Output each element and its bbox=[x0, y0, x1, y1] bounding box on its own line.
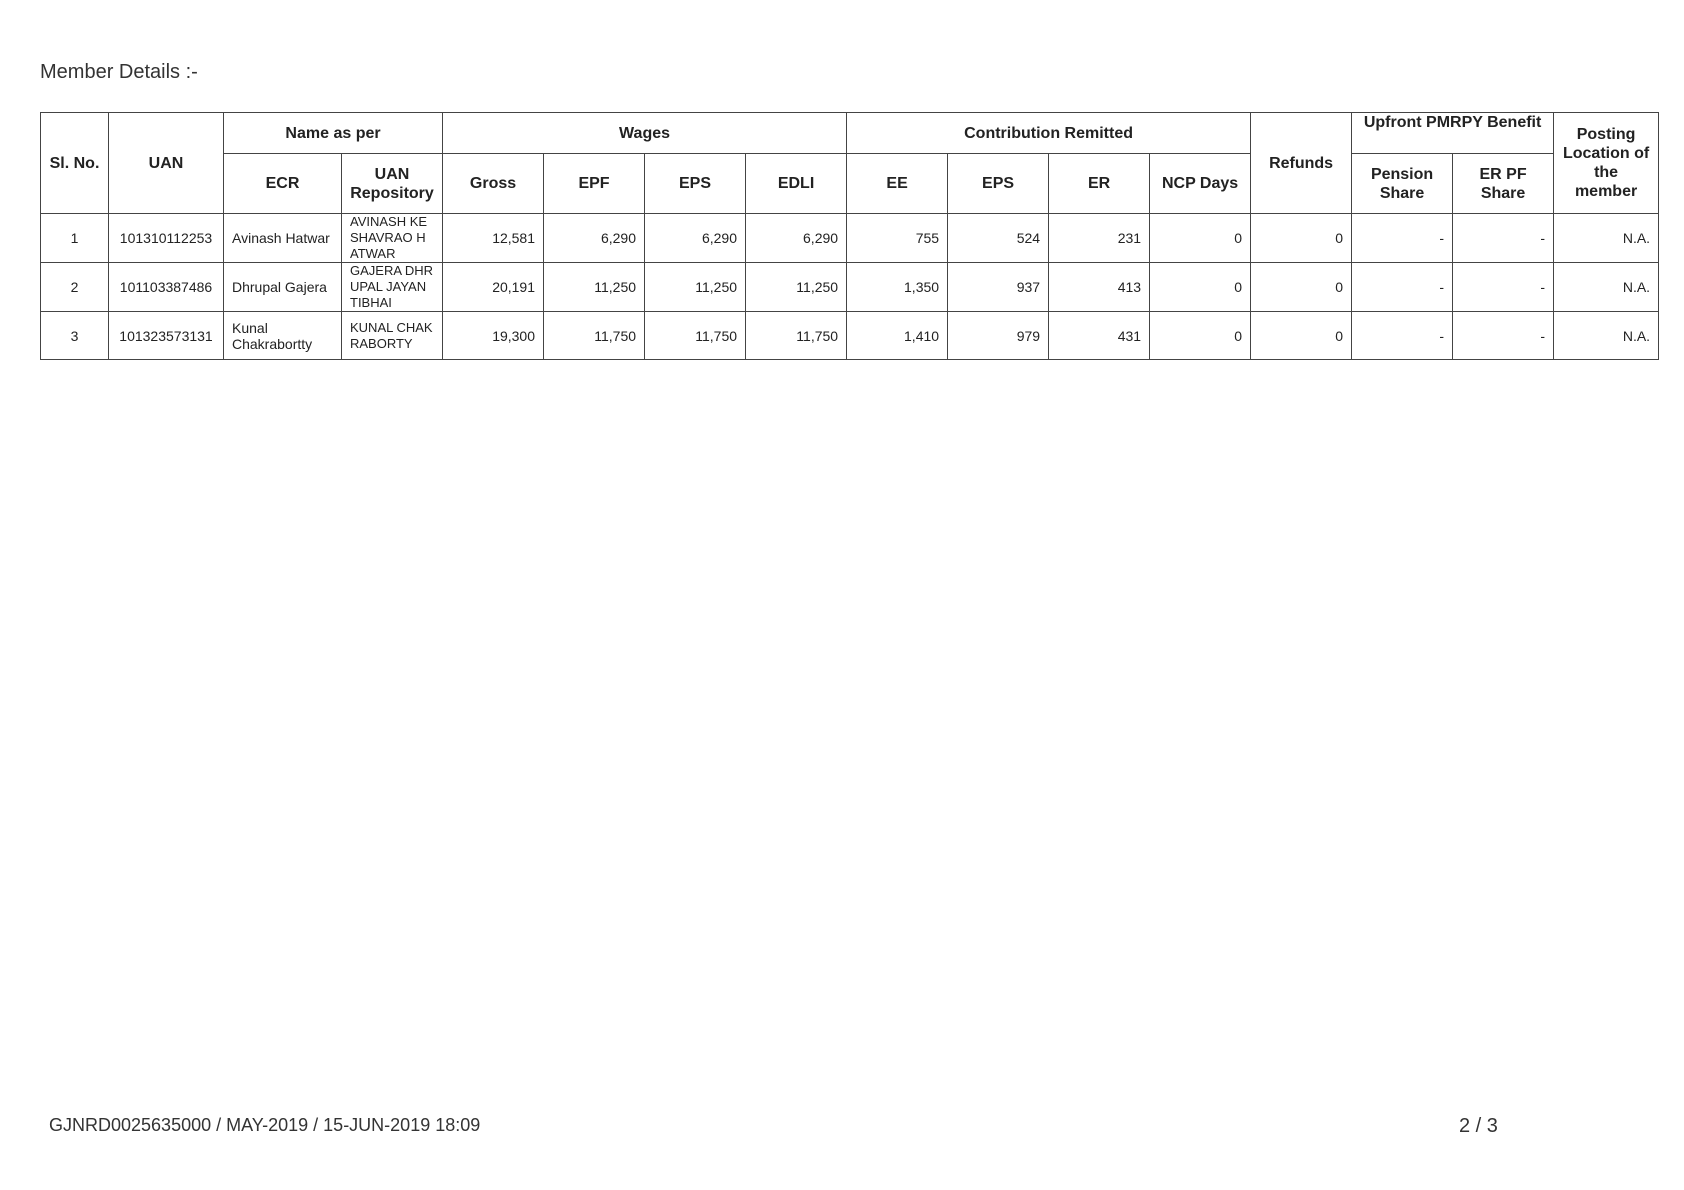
cell-er-pf-share: - bbox=[1453, 312, 1554, 360]
cell-repository-name: KUNAL CHAKRABORTY bbox=[342, 312, 443, 360]
cell-er: 413 bbox=[1049, 263, 1150, 312]
header-name-as-per: Name as per bbox=[224, 113, 443, 154]
header-eps-contribution: EPS bbox=[948, 154, 1049, 214]
cell-posting-location: N.A. bbox=[1554, 312, 1659, 360]
member-details-table bbox=[40, 112, 1659, 360]
cell-epf: 11,250 bbox=[544, 263, 645, 312]
cell-edli: 11,750 bbox=[746, 312, 847, 360]
footer-reference: GJNRD0025635000 / MAY-2019 / 15-JUN-2019 18:09 bbox=[49, 1115, 481, 1135]
header-row-2 bbox=[41, 154, 1659, 214]
cell-pension-share: - bbox=[1352, 214, 1453, 263]
cell-eps: 11,750 bbox=[645, 312, 746, 360]
header-pension-share: Pension Share bbox=[1352, 154, 1453, 214]
header-er-pf-share: ER PF Share bbox=[1453, 154, 1554, 214]
cell-uan: 101310112253 bbox=[109, 214, 224, 263]
cell-uan: 101323573131 bbox=[109, 312, 224, 360]
header-gross: Gross bbox=[443, 154, 544, 214]
cell-eps-contribution: 979 bbox=[948, 312, 1049, 360]
header-wages: Wages bbox=[443, 113, 847, 154]
cell-gross: 12,581 bbox=[443, 214, 544, 263]
cell-ncp-days: 0 bbox=[1150, 214, 1251, 263]
cell-er-pf-share: - bbox=[1453, 263, 1554, 312]
cell-epf: 11,750 bbox=[544, 312, 645, 360]
header-posting-location: Posting Location of the member bbox=[1554, 113, 1659, 214]
header-row-1 bbox=[41, 113, 1659, 154]
cell-sl-no: 3 bbox=[41, 312, 109, 360]
header-ee: EE bbox=[847, 154, 948, 214]
cell-ee: 1,410 bbox=[847, 312, 948, 360]
cell-refunds: 0 bbox=[1251, 263, 1352, 312]
cell-sl-no: 2 bbox=[41, 263, 109, 312]
section-title: Member Details :- bbox=[40, 61, 198, 83]
cell-edli: 6,290 bbox=[746, 214, 847, 263]
cell-er: 231 bbox=[1049, 214, 1150, 263]
cell-gross: 19,300 bbox=[443, 312, 544, 360]
cell-refunds: 0 bbox=[1251, 214, 1352, 263]
cell-er-pf-share: - bbox=[1453, 214, 1554, 263]
header-epf: EPF bbox=[544, 154, 645, 214]
header-edli: EDLI bbox=[746, 154, 847, 214]
cell-epf: 6,290 bbox=[544, 214, 645, 263]
table-row bbox=[41, 312, 1659, 360]
header-contribution-remitted: Contribution Remitted bbox=[847, 113, 1251, 154]
header-uan: UAN bbox=[109, 113, 224, 214]
cell-eps: 11,250 bbox=[645, 263, 746, 312]
cell-pension-share: - bbox=[1352, 263, 1453, 312]
header-ecr: ECR bbox=[224, 154, 342, 214]
table-row bbox=[41, 214, 1659, 263]
cell-ecr-name: Dhrupal Gajera bbox=[224, 263, 342, 312]
cell-ncp-days: 0 bbox=[1150, 263, 1251, 312]
cell-repository-name: GAJERA DHRUPAL JAYANTIBHAI bbox=[342, 263, 443, 312]
cell-pension-share: - bbox=[1352, 312, 1453, 360]
table-row bbox=[41, 263, 1659, 312]
cell-posting-location: N.A. bbox=[1554, 214, 1659, 263]
header-upfront-pmrpy: Upfront PMRPY Benefit bbox=[1352, 113, 1554, 154]
cell-ee: 1,350 bbox=[847, 263, 948, 312]
header-refunds: Refunds bbox=[1251, 113, 1352, 214]
page-number: 2 / 3 bbox=[1459, 1115, 1498, 1137]
cell-edli: 11,250 bbox=[746, 263, 847, 312]
cell-posting-location: N.A. bbox=[1554, 263, 1659, 312]
cell-uan: 101103387486 bbox=[109, 263, 224, 312]
header-er: ER bbox=[1049, 154, 1150, 214]
header-eps: EPS bbox=[645, 154, 746, 214]
cell-ecr-name: Kunal Chakrabortty bbox=[224, 312, 342, 360]
cell-eps-contribution: 937 bbox=[948, 263, 1049, 312]
cell-eps-contribution: 524 bbox=[948, 214, 1049, 263]
header-ncp-days: NCP Days bbox=[1150, 154, 1251, 214]
cell-ncp-days: 0 bbox=[1150, 312, 1251, 360]
cell-sl-no: 1 bbox=[41, 214, 109, 263]
cell-gross: 20,191 bbox=[443, 263, 544, 312]
header-sl-no: Sl. No. bbox=[41, 113, 109, 214]
cell-ecr-name: Avinash Hatwar bbox=[224, 214, 342, 263]
cell-ee: 755 bbox=[847, 214, 948, 263]
cell-er: 431 bbox=[1049, 312, 1150, 360]
cell-refunds: 0 bbox=[1251, 312, 1352, 360]
header-uan-repository: UAN Repository bbox=[342, 154, 443, 214]
cell-eps: 6,290 bbox=[645, 214, 746, 263]
cell-repository-name: AVINASH KESHAVRAO HATWAR bbox=[342, 214, 443, 263]
